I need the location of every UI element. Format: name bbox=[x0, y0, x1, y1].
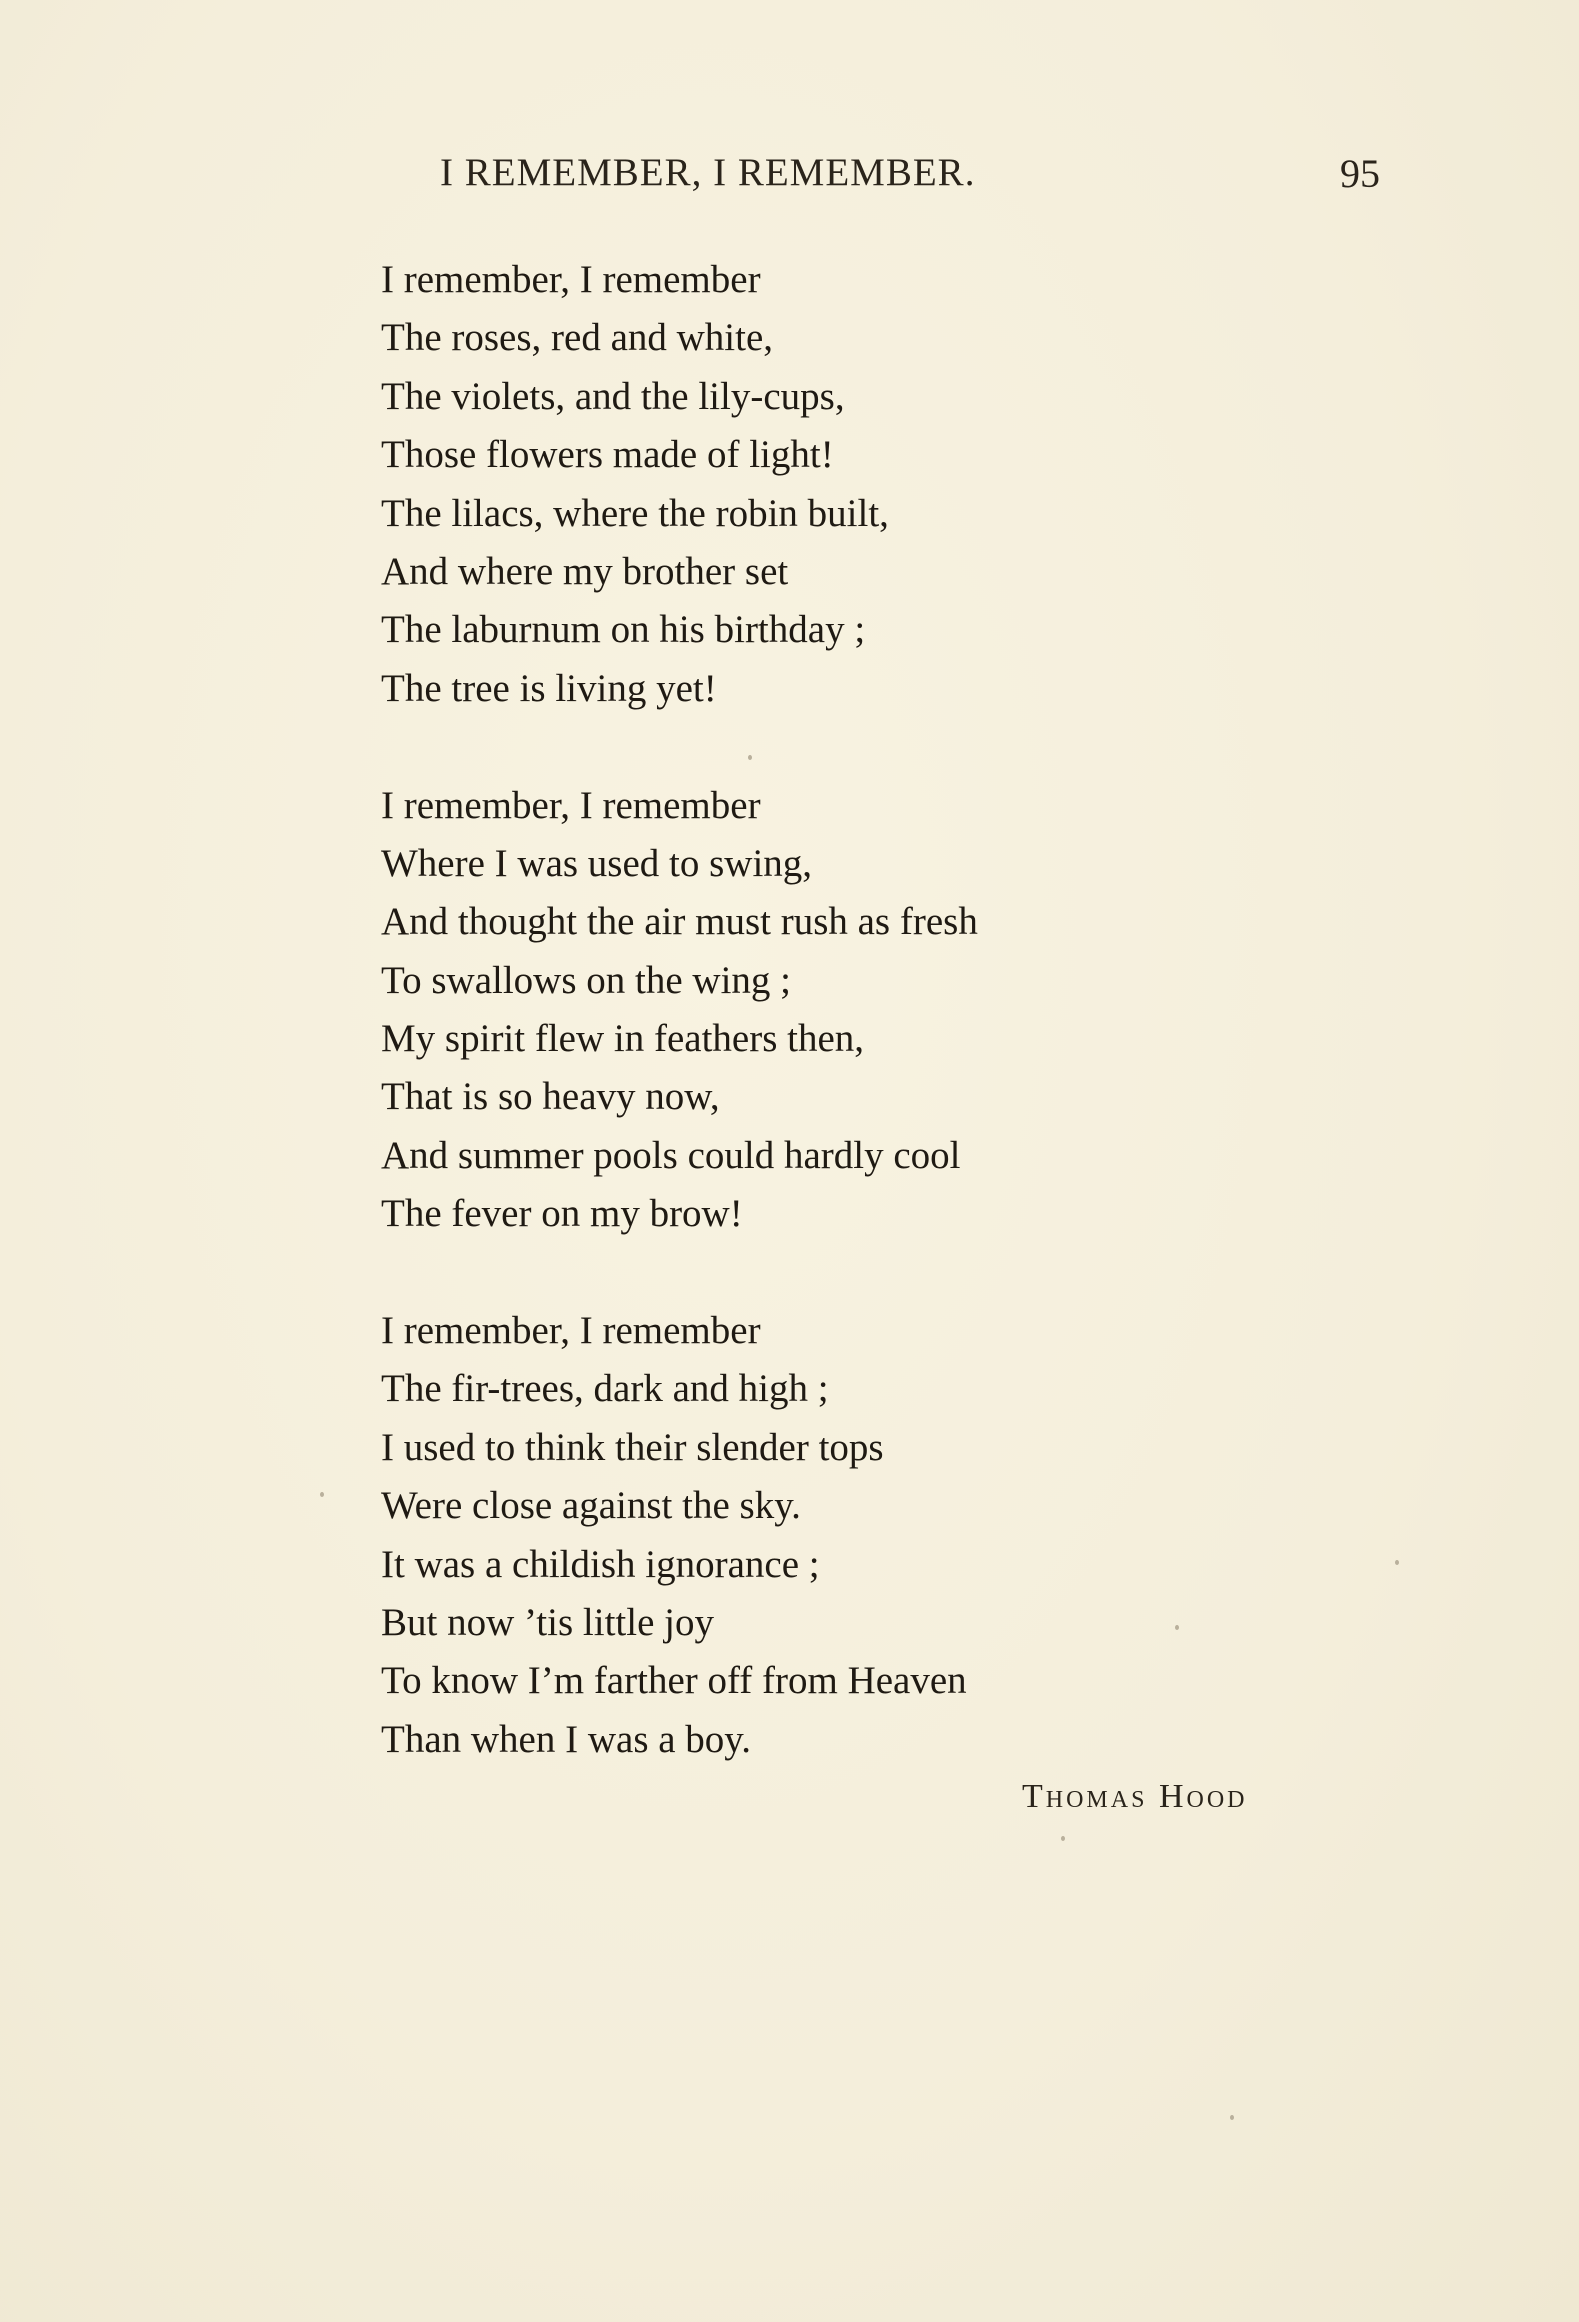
paper-speck bbox=[1230, 2115, 1234, 2120]
poem-line: Than when I was a boy. bbox=[381, 1717, 752, 1761]
poem-line: The violets, and the lily-cups, bbox=[381, 374, 845, 418]
paper-speck bbox=[1175, 1625, 1179, 1630]
page-number: 95 bbox=[1340, 151, 1380, 196]
paper-speck bbox=[1061, 1836, 1065, 1841]
poem-line: I remember, I remember bbox=[381, 258, 761, 301]
poem-line: The tree is living yet! bbox=[381, 666, 717, 710]
poem-line: But now ’tis little joy bbox=[381, 1600, 714, 1644]
paper-speck bbox=[320, 1492, 324, 1497]
poem-line: The lilacs, where the robin built, bbox=[381, 491, 889, 535]
author-attribution: Thomas Hood bbox=[1022, 1778, 1248, 1815]
poem-line: I used to think their slender tops bbox=[381, 1425, 884, 1469]
poem-line: And where my brother set bbox=[381, 549, 789, 593]
poem-line: And summer pools could hardly cool bbox=[381, 1133, 961, 1177]
poem-line: My spirit flew in feathers then, bbox=[381, 1017, 865, 1061]
poem-line: The roses, red and white, bbox=[381, 316, 774, 360]
stanza-3 bbox=[381, 1302, 1281, 1769]
stanza-2 bbox=[381, 777, 1281, 1244]
poem-line: The laburnum on his birthday ; bbox=[381, 608, 866, 652]
poem-body bbox=[381, 251, 1281, 1828]
paper-speck bbox=[1395, 1560, 1399, 1565]
poem-line: And thought the air must rush as fresh bbox=[381, 900, 978, 944]
poem-line: Where I was used to swing, bbox=[381, 841, 813, 885]
paper-speck bbox=[748, 755, 752, 760]
poem-line: The fever on my brow! bbox=[381, 1192, 743, 1236]
poem-line: I remember, I remember bbox=[381, 783, 761, 827]
poem-line: That is so heavy now, bbox=[381, 1075, 720, 1119]
poem-line: To know I’m farther off from Heaven bbox=[381, 1659, 967, 1703]
stanza-1 bbox=[381, 251, 1281, 718]
poem-line: To swallows on the wing ; bbox=[381, 958, 791, 1002]
running-title: I REMEMBER, I REMEMBER. bbox=[440, 151, 976, 194]
poem-line: I remember, I remember bbox=[381, 1309, 761, 1353]
poem-line: Were close against the sky. bbox=[381, 1484, 801, 1528]
poem-line: Those flowers made of light! bbox=[381, 433, 834, 477]
poem-line: The fir-trees, dark and high ; bbox=[381, 1367, 829, 1411]
poem-line: It was a childish ignorance ; bbox=[381, 1542, 820, 1586]
